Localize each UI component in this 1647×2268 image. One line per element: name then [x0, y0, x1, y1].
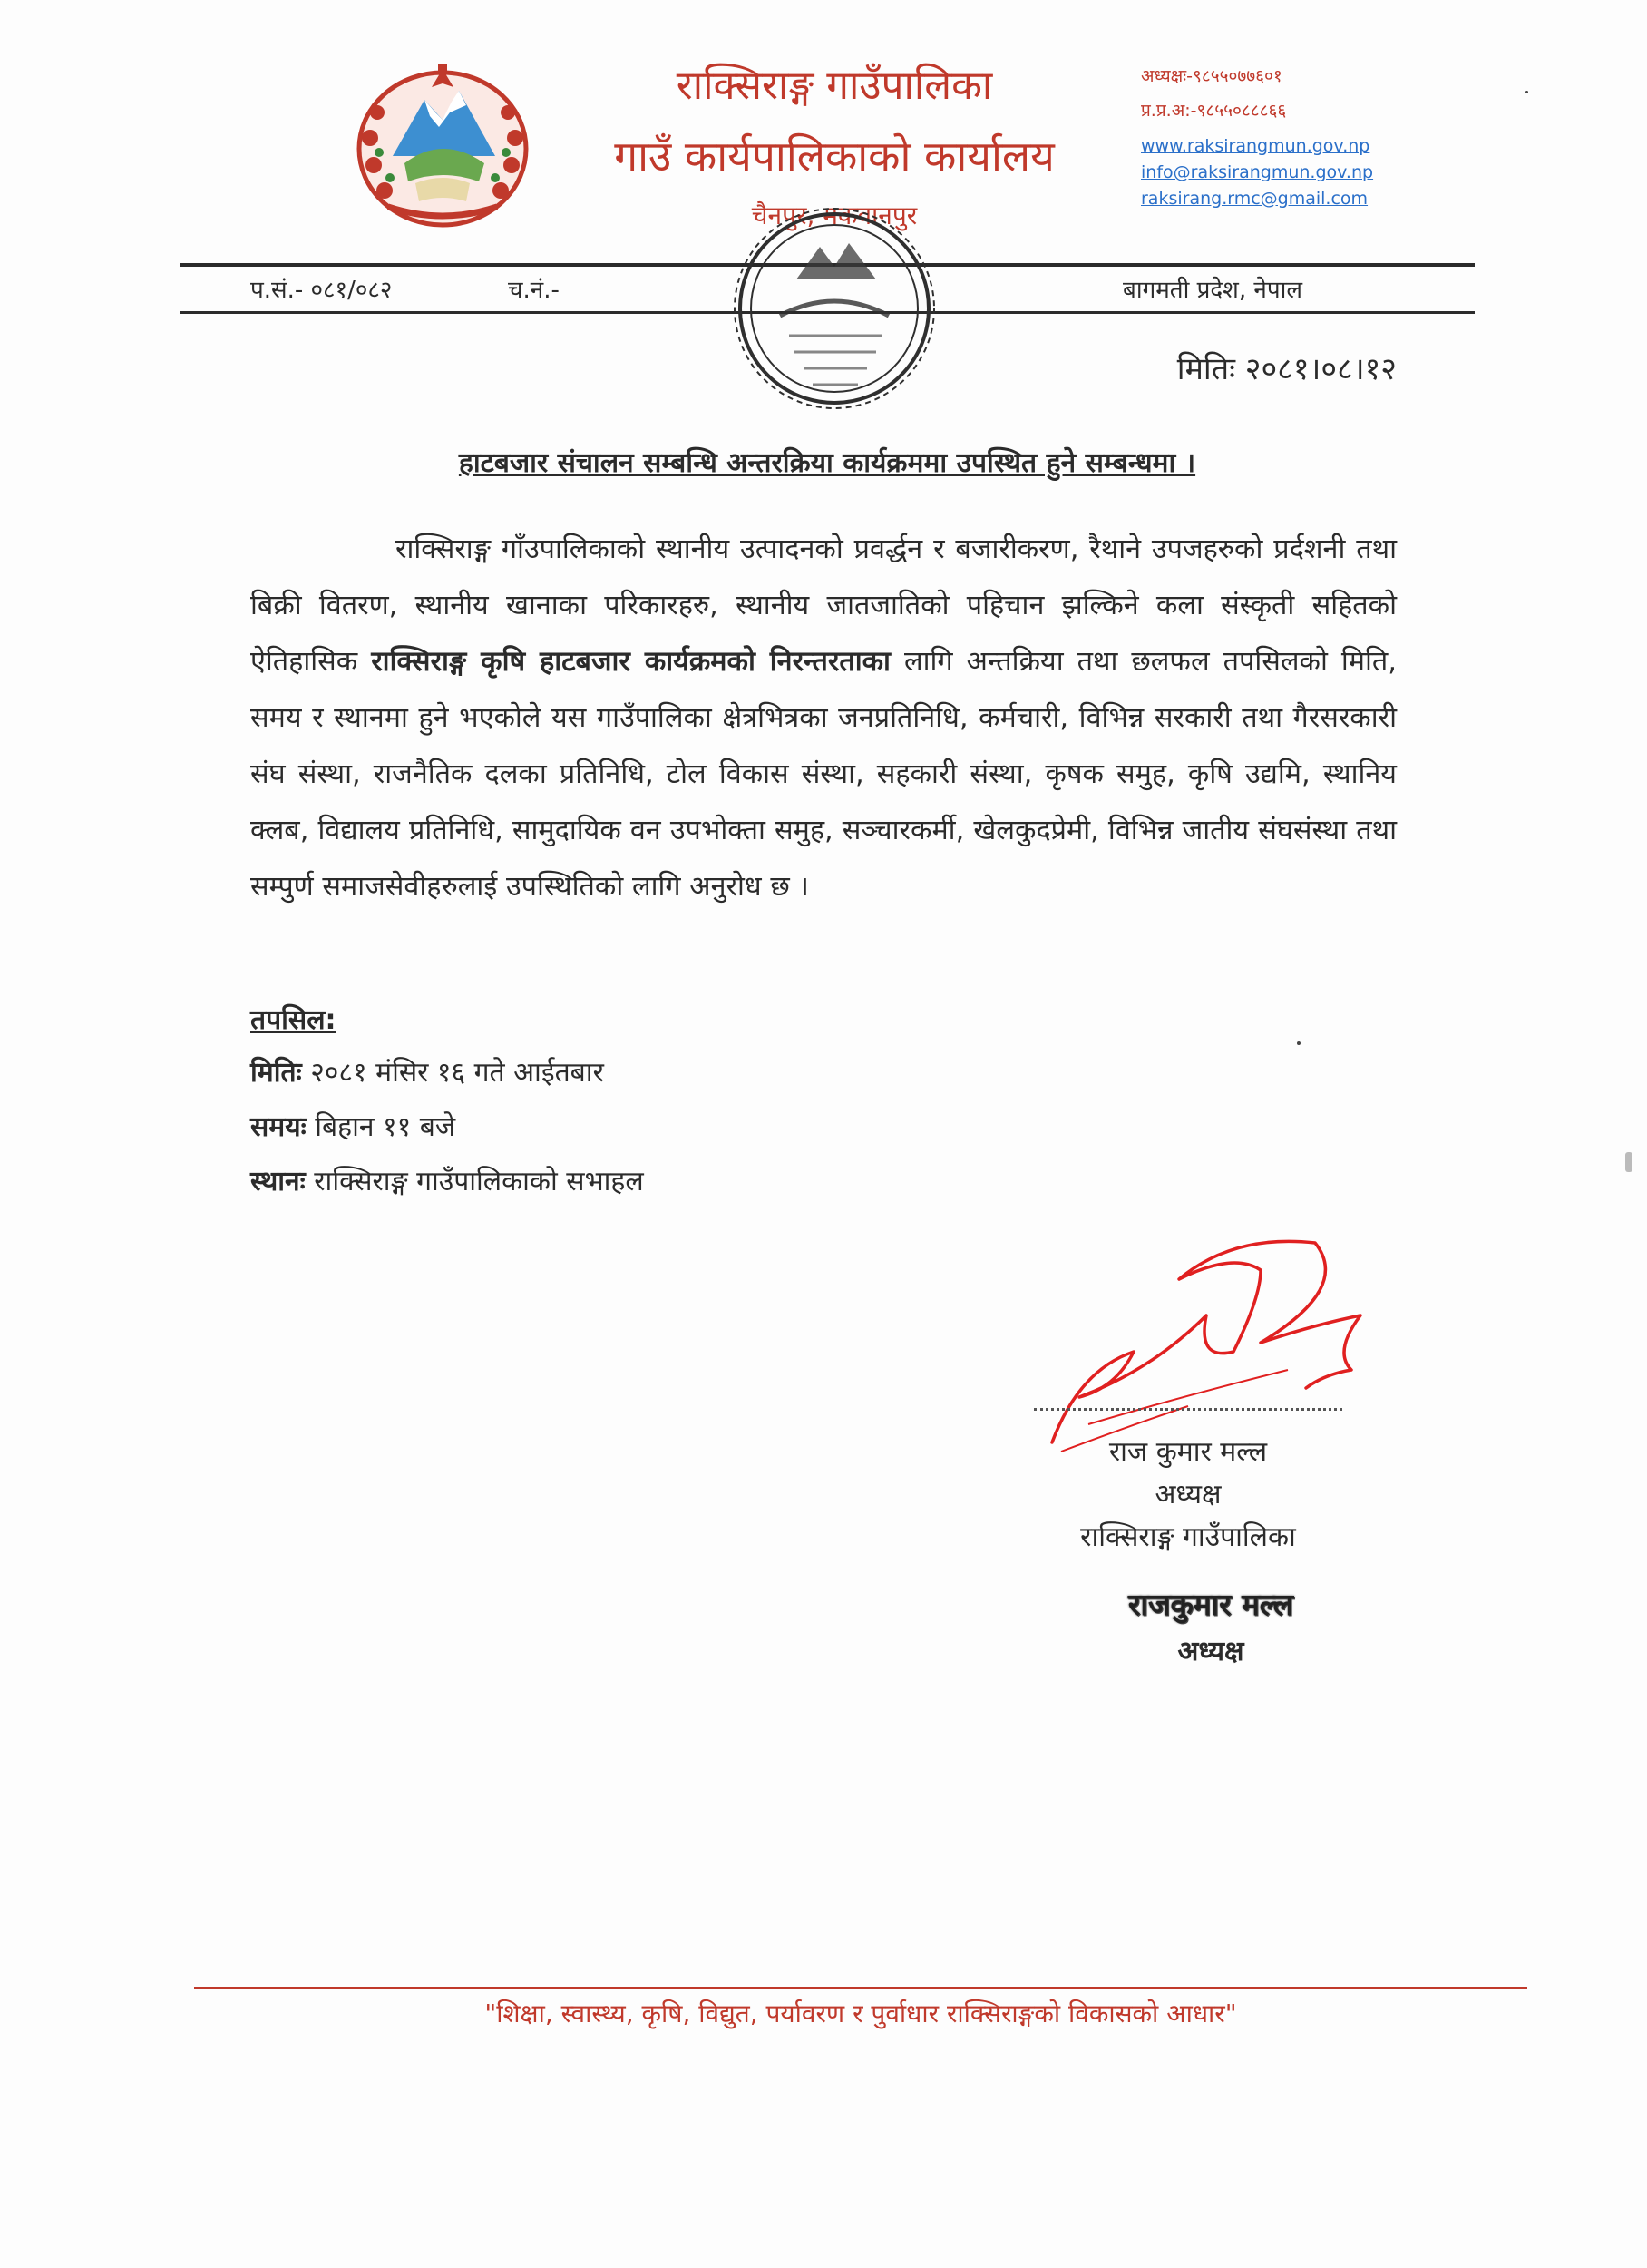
scan-speck	[1297, 1041, 1301, 1045]
letter-subject: हाटबजार संचालन सम्बन्धि अन्तरक्रिया कार्यक्रममा उपस्थित हुने सम्बन्धमा ।	[458, 447, 1196, 479]
signatory-name: राज कुमार मल्ल	[1108, 1436, 1268, 1468]
signatory-office: राक्सिराङ्ग गाउँपालिका	[1080, 1521, 1296, 1553]
schedule-title: तपसिल:	[250, 1004, 336, 1036]
body-part-1: राक्सिराङ्ग गाँउपालिकाको स्थानीय उत्पादनको प्रवर्द्धन र बजारीकरण, रैथाने उपजहरुको प्रर्दशनी तथा बिक्री वितरण, स्थानीय खानाका परिकारहरु, स्थानीय जातजातिको पहिचान झल्किने कला संस्कृती सहितको ऐतिहासिक	[250, 533, 1397, 678]
body-part-2: लागि अन्तक्रिया तथा छलफल तपसिलको मिति, समय र स्थानमा हुने भएकोले यस गाउँपालिका क्षेत्रभित्रका जनप्रतिनिधि, कर्मचारी, विभिन्न सरकारी तथा गैरसरकारी संघ संस्था, राजनैतिक दलका प्रतिनिधि, टोल विकास संस्था, सहकारी संस्था, कृषक समुह, कृषि उद्यमि, स्थानिय क्लब, विद्यालय प्रतिनिधि, सामुदायिक वन उपभोक्ता समुह, सञ्चारकर्मी, खेलकुदप्रेमी, विभिन्न जातीय संघसंस्था तथा सम्पुर्ण समाजसेवीहरुलाई उपस्थितिको लागि अनुरोध छ ।	[250, 646, 1397, 903]
reference-number: प.सं.- ०८१/०८२	[250, 277, 393, 304]
website-link[interactable]: www.raksirangmun.gov.np	[1141, 136, 1370, 156]
schedule-date-row	[250, 1052, 604, 1090]
signature-line	[1034, 1408, 1342, 1411]
letter-body	[250, 522, 1397, 915]
gmail-link[interactable]: raksirang.rmc@gmail.com	[1141, 189, 1369, 209]
dispatch-number: च.नं.-	[508, 277, 560, 304]
letter-date: मितिः २०८१।०८।१२	[1176, 351, 1397, 387]
signature-icon	[1025, 1216, 1388, 1461]
name-stamp: राजकुमार मल्ल	[1127, 1587, 1294, 1622]
schedule-date-label: मितिः	[250, 1057, 302, 1089]
office-address: चैनपुर, मकवानपुर	[751, 200, 918, 230]
email-link[interactable]: info@raksirangmun.gov.np	[1141, 162, 1374, 182]
schedule-date-value: २०८१ मंसिर १६ गते आईतबार	[310, 1057, 604, 1089]
footer-rule	[194, 1987, 1527, 1989]
schedule-time-value: बिहान ११ बजे	[315, 1111, 456, 1143]
footer-slogan: "शिक्षा, स्वास्थ्य, कृषि, विद्युत, पर्यावरण र पुर्वाधार राक्सिराङ्गको विकासको आधार"	[484, 1999, 1237, 2028]
scan-speck	[1525, 91, 1528, 93]
municipality-name: राक्सिराङ्ग गाउँपालिका	[676, 63, 993, 109]
schedule-place-value: राक्सिराङ्ग गाउँपालिकाको सभाहल	[314, 1166, 644, 1198]
office-name: गाउँ कार्यपालिकाको कार्यालय	[614, 132, 1055, 181]
cao-phone: प्र.प्र.अ:-९८५५०८८८६६	[1141, 101, 1287, 121]
title-stamp: अध्यक्ष	[1177, 1636, 1244, 1667]
schedule-place-row	[250, 1161, 644, 1198]
chair-phone: अध्यक्षः-९८५५०७७६०१	[1141, 66, 1282, 86]
signatory-title: अध्यक्ष	[1155, 1479, 1222, 1510]
office-seal-stamp-icon	[726, 200, 943, 426]
schedule-time-label: समयः	[250, 1111, 307, 1143]
schedule-time-row	[250, 1107, 455, 1144]
schedule-place-label: स्थानः	[250, 1166, 306, 1198]
nepal-emblem-icon	[352, 56, 533, 229]
body-bold-phrase: राक्सिराङ्ग कृषि हाटबजार कार्यक्रमको निरन्तरताका	[371, 646, 891, 678]
province-name: बागमती प्रदेश, नेपाल	[1123, 277, 1302, 304]
scan-speck	[1625, 1152, 1632, 1172]
